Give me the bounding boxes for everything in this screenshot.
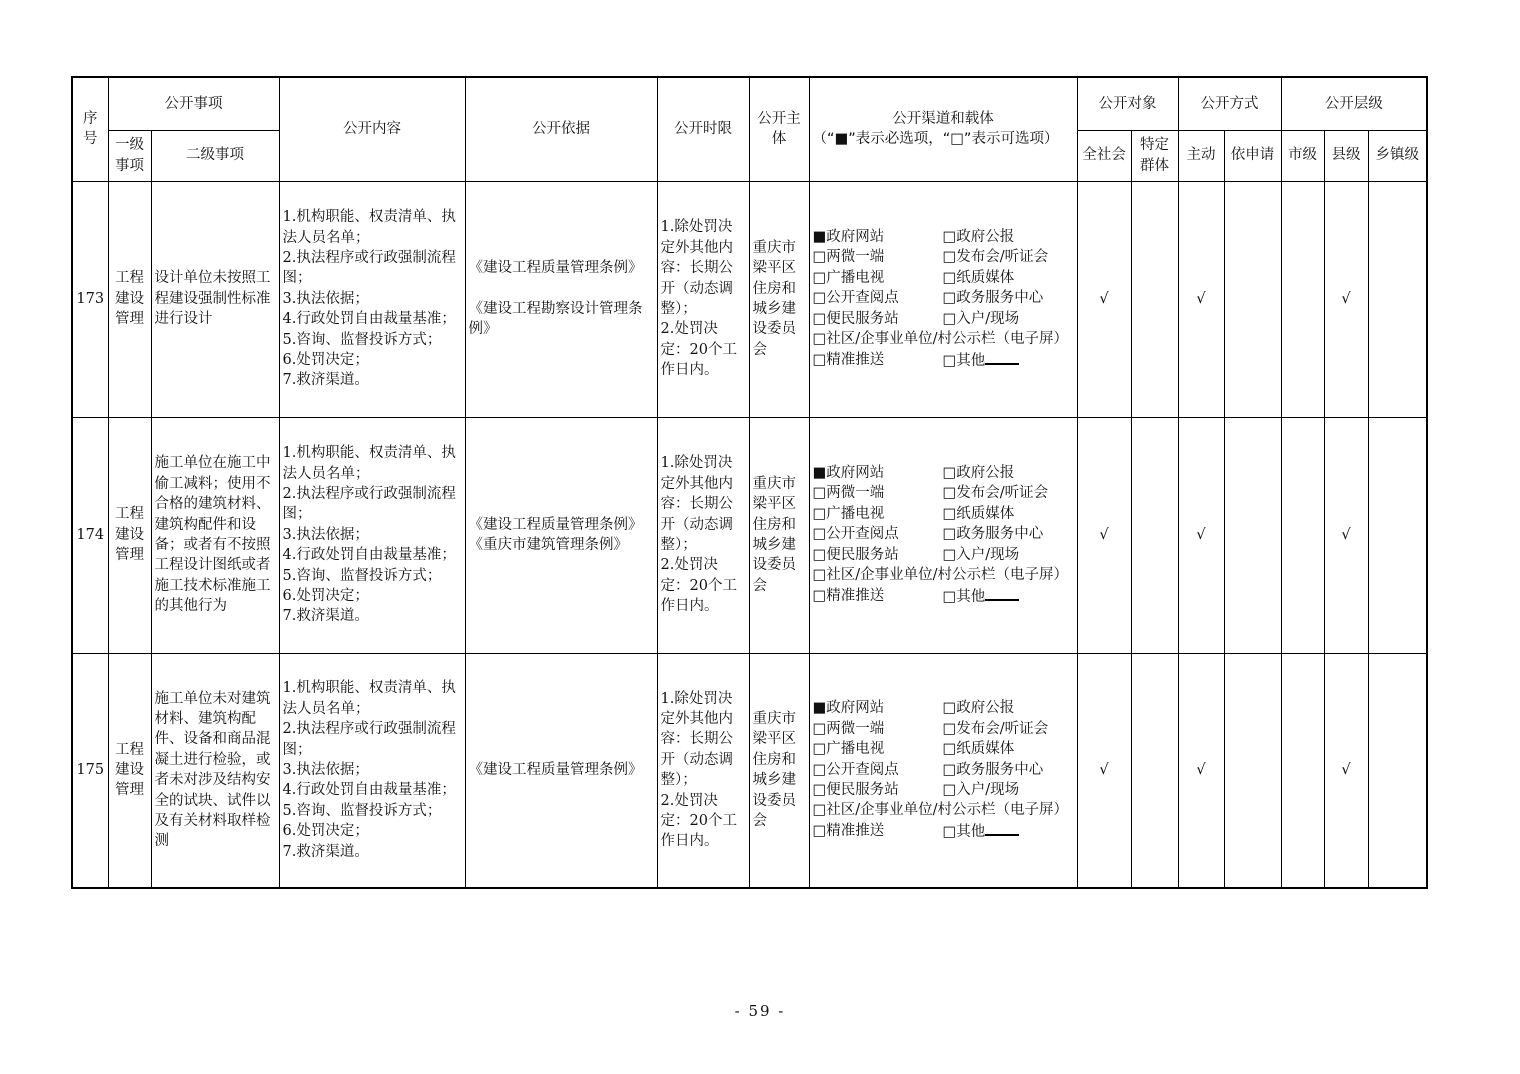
channel-gov-website: ■政府网站 bbox=[812, 465, 885, 482]
header-timelimit: 公开时限 bbox=[657, 77, 749, 181]
header-target-group: 特定群体 bbox=[1131, 130, 1178, 181]
header-level-town: 乡镇级 bbox=[1368, 130, 1427, 181]
row-target-group bbox=[1131, 181, 1178, 417]
header-seq: 序号 bbox=[72, 77, 108, 181]
header-level: 公开层级 bbox=[1281, 77, 1427, 130]
channel-service-center: □政务服务中心 bbox=[942, 526, 1044, 543]
header-target: 公开对象 bbox=[1077, 77, 1178, 130]
row-level-city bbox=[1281, 417, 1324, 653]
row-level1: 工程建设管理 bbox=[108, 653, 151, 888]
row-level1: 工程建设管理 bbox=[108, 417, 151, 653]
row-level-town bbox=[1368, 653, 1427, 888]
header-matter: 公开事项 bbox=[108, 77, 279, 130]
channel-paper-media: □纸质媒体 bbox=[942, 269, 1015, 286]
channel-gov-gazette: □政府公报 bbox=[942, 700, 1015, 717]
table-row bbox=[72, 417, 1427, 653]
channel-gov-website: ■政府网站 bbox=[812, 700, 885, 717]
channel-bulletin: □社区/企事业单位/村公示栏（电子屏） bbox=[812, 331, 1068, 348]
row-content: 1.机构职能、权责清单、执法人员名单； 2.执法程序或行政强制流程图； 3.执法依据； 4.行政处罚自由裁量基准； 5.咨询、监督投诉方式； 6.处罚决定； 7.救济渠道。 bbox=[279, 653, 465, 888]
row-timelimit: 1.除处罚决定外其他内容：长期公开（动态调整）； 2.处罚决定：20个工作日内。 bbox=[657, 181, 749, 417]
channel-convenience-station: □便民服务站 bbox=[812, 781, 899, 798]
channel-bulletin: □社区/企事业单位/村公示栏（电子屏） bbox=[812, 567, 1068, 584]
row-level-city bbox=[1281, 181, 1324, 417]
row-target-group bbox=[1131, 417, 1178, 653]
row-method-apply bbox=[1224, 653, 1281, 888]
channel-gov-website: ■政府网站 bbox=[812, 229, 885, 246]
row-basis: 《建设工程质量管理条例》《重庆市建筑管理条例》 bbox=[465, 417, 657, 653]
header-content: 公开内容 bbox=[279, 77, 465, 181]
row-method-active: √ bbox=[1178, 417, 1224, 653]
row-level1: 工程建设管理 bbox=[108, 181, 151, 417]
header-channel bbox=[809, 77, 1077, 181]
channel-two-micro: □两微一端 bbox=[812, 720, 885, 737]
row-level-county: √ bbox=[1324, 181, 1368, 417]
row-level2: 设计单位未按照工程建设强制性标准进行设计 bbox=[151, 181, 279, 417]
disclosure-table bbox=[71, 76, 1428, 889]
row-basis: 《建设工程质量管理条例》 《建设工程勘察设计管理条例》 bbox=[465, 181, 657, 417]
row-content: 1.机构职能、权责清单、执法人员名单； 2.执法程序或行政强制流程图； 3.执法依据； 4.行政处罚自由裁量基准； 5.咨询、监督投诉方式； 6.处罚决定； 7.救济渠道。 bbox=[279, 181, 465, 417]
channel-bulletin: □社区/企事业单位/村公示栏（电子屏） bbox=[812, 802, 1068, 819]
header-target-all: 全社会 bbox=[1077, 130, 1131, 181]
blank-line bbox=[985, 350, 1019, 365]
row-target-all: √ bbox=[1077, 181, 1131, 417]
channel-press-conf: □发布会/听证会 bbox=[942, 720, 1049, 737]
channel-door-to-door: □入户/现场 bbox=[942, 310, 1020, 327]
channel-reading-point: □公开查阅点 bbox=[812, 526, 899, 543]
table-row bbox=[72, 181, 1427, 417]
channel-other: □其他 bbox=[943, 586, 1074, 607]
row-basis: 《建设工程质量管理条例》 bbox=[465, 653, 657, 888]
row-subject: 重庆市梁平区住房和城乡建设委员会 bbox=[749, 181, 809, 417]
channel-convenience-station: □便民服务站 bbox=[812, 546, 899, 563]
header-method-apply: 依申请 bbox=[1224, 130, 1281, 181]
blank-line bbox=[985, 821, 1019, 836]
row-level-town bbox=[1368, 181, 1427, 417]
row-channels bbox=[809, 653, 1077, 888]
channel-reading-point: □公开查阅点 bbox=[812, 290, 899, 307]
channel-list bbox=[813, 698, 1074, 842]
row-level2: 施工单位在施工中偷工减料；使用不合格的建筑材料、建筑构配件和设备；或者有不按照工程设计图纸或者施工技术标准施工的其他行为 bbox=[151, 417, 279, 653]
row-target-all: √ bbox=[1077, 417, 1131, 653]
row-channels bbox=[809, 181, 1077, 417]
channel-list bbox=[813, 227, 1074, 371]
channel-broadcast-tv: □广播电视 bbox=[812, 741, 885, 758]
header-level-city: 市级 bbox=[1281, 130, 1324, 181]
row-level-county: √ bbox=[1324, 653, 1368, 888]
row-method-active: √ bbox=[1178, 653, 1224, 888]
row-level-county: √ bbox=[1324, 417, 1368, 653]
channel-broadcast-tv: □广播电视 bbox=[812, 269, 885, 286]
channel-press-conf: □发布会/听证会 bbox=[942, 249, 1049, 266]
header-method-active: 主动 bbox=[1178, 130, 1224, 181]
row-level-town bbox=[1368, 417, 1427, 653]
row-seq: 174 bbox=[72, 417, 108, 653]
blank-line bbox=[985, 586, 1019, 601]
channel-paper-media: □纸质媒体 bbox=[942, 741, 1015, 758]
channel-door-to-door: □入户/现场 bbox=[942, 546, 1020, 563]
header-level2: 二级事项 bbox=[151, 130, 279, 181]
header-basis: 公开依据 bbox=[465, 77, 657, 181]
channel-other: □其他 bbox=[943, 350, 1074, 371]
row-seq: 173 bbox=[72, 181, 108, 417]
header-channel-note: （“■”表示必选项，“□”表示可选项） bbox=[812, 131, 1059, 148]
channel-reading-point: □公开查阅点 bbox=[812, 761, 899, 778]
channel-other: □其他 bbox=[943, 821, 1074, 842]
channel-list bbox=[813, 463, 1074, 607]
header-subject: 公开主体 bbox=[749, 77, 809, 181]
header-channel-title: 公开渠道和载体 bbox=[892, 110, 994, 127]
channel-precise-push: □精准推送 bbox=[812, 587, 885, 604]
row-level-city bbox=[1281, 653, 1324, 888]
row-method-active: √ bbox=[1178, 181, 1224, 417]
channel-broadcast-tv: □广播电视 bbox=[812, 505, 885, 522]
row-method-apply bbox=[1224, 181, 1281, 417]
row-subject: 重庆市梁平区住房和城乡建设委员会 bbox=[749, 417, 809, 653]
row-timelimit: 1.除处罚决定外其他内容：长期公开（动态调整）； 2.处罚决定：20个工作日内。 bbox=[657, 417, 749, 653]
header-level1: 一级事项 bbox=[108, 130, 151, 181]
row-level2: 施工单位未对建筑材料、建筑构配件、设备和商品混凝土进行检验，或者未对涉及结构安全的试块、试件以及有关材料取样检测 bbox=[151, 653, 279, 888]
channel-two-micro: □两微一端 bbox=[812, 485, 885, 502]
row-target-group bbox=[1131, 653, 1178, 888]
row-seq: 175 bbox=[72, 653, 108, 888]
row-subject: 重庆市梁平区住房和城乡建设委员会 bbox=[749, 653, 809, 888]
channel-gov-gazette: □政府公报 bbox=[942, 465, 1015, 482]
header-method: 公开方式 bbox=[1178, 77, 1281, 130]
row-content: 1.机构职能、权责清单、执法人员名单； 2.执法程序或行政强制流程图； 3.执法依据； 4.行政处罚自由裁量基准； 5.咨询、监督投诉方式； 6.处罚决定； 7.救济渠道。 bbox=[279, 417, 465, 653]
table-header bbox=[72, 77, 1427, 181]
channel-gov-gazette: □政府公报 bbox=[942, 229, 1015, 246]
channel-service-center: □政务服务中心 bbox=[942, 290, 1044, 307]
row-method-apply bbox=[1224, 417, 1281, 653]
row-channels bbox=[809, 417, 1077, 653]
channel-press-conf: □发布会/听证会 bbox=[942, 485, 1049, 502]
table-row bbox=[72, 653, 1427, 888]
channel-precise-push: □精准推送 bbox=[812, 822, 885, 839]
channel-two-micro: □两微一端 bbox=[812, 249, 885, 266]
channel-precise-push: □精准推送 bbox=[812, 351, 885, 368]
channel-paper-media: □纸质媒体 bbox=[942, 505, 1015, 522]
channel-door-to-door: □入户/现场 bbox=[942, 781, 1020, 798]
row-target-all: √ bbox=[1077, 653, 1131, 888]
channel-service-center: □政务服务中心 bbox=[942, 761, 1044, 778]
header-level-county: 县级 bbox=[1324, 130, 1368, 181]
table-body bbox=[72, 181, 1427, 888]
channel-convenience-station: □便民服务站 bbox=[812, 310, 899, 327]
page-number: - 59 - bbox=[734, 1002, 786, 1020]
row-timelimit: 1.除处罚决定外其他内容：长期公开（动态调整）； 2.处罚决定：20个工作日内。 bbox=[657, 653, 749, 888]
